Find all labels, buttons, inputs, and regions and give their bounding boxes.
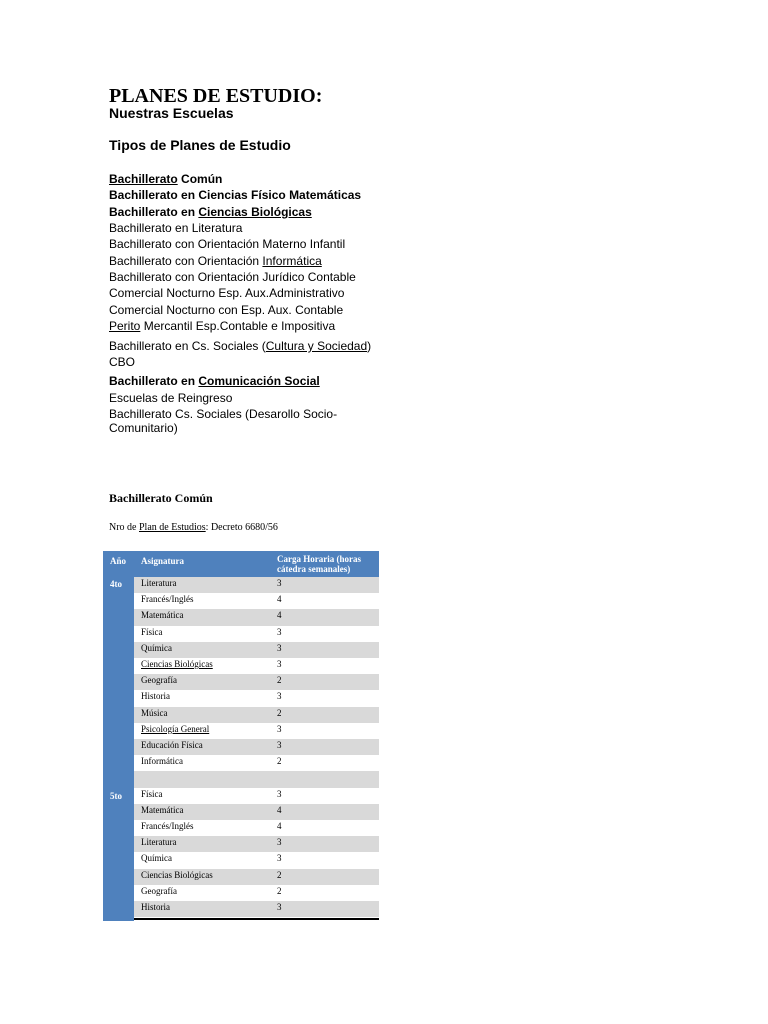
year-column xyxy=(103,577,134,921)
plan-comunicacion-social: Bachillerato en Comunicación Social xyxy=(109,374,320,388)
row-subject: Matemática xyxy=(141,804,184,815)
row-hours: 4 xyxy=(277,821,282,831)
table-row xyxy=(134,771,379,787)
link-plan-de-estudios[interactable]: Plan de Estudios xyxy=(139,522,206,533)
table-row xyxy=(134,593,379,609)
row-subject: Matemática xyxy=(141,610,184,621)
plan-comercial-contable: Comercial Nocturno con Esp. Aux. Contable xyxy=(109,303,344,317)
row-hours: 3 xyxy=(277,902,282,912)
table-row xyxy=(134,577,379,593)
plan-juridico-contable: Bachillerato con Orientación Jurídico Contable xyxy=(109,270,356,284)
plan-fisico-matematicas: Bachillerato en Ciencias Físico Matemáticas xyxy=(109,188,362,202)
row-hours: 4 xyxy=(277,594,282,605)
table-row xyxy=(134,820,379,836)
table-row xyxy=(134,658,379,674)
row-hours: 2 xyxy=(277,707,282,718)
row-subject: Historia xyxy=(141,691,170,702)
plan-informatica: Bachillerato con Orientación Informática xyxy=(109,254,322,268)
row-subject: Historia xyxy=(141,902,170,912)
link-perito[interactable]: Perito xyxy=(109,319,141,333)
row-subject: Química xyxy=(141,853,172,864)
table-row xyxy=(134,642,379,658)
row-subject: Ciencias Biológicas xyxy=(141,869,213,880)
plan-reingreso: Escuelas de Reingreso xyxy=(109,391,233,405)
table-row xyxy=(134,836,379,852)
row-hours: 3 xyxy=(277,659,282,669)
row-subject[interactable]: Ciencias Biológicas xyxy=(141,659,213,669)
table-row xyxy=(134,788,379,804)
table-row xyxy=(134,723,379,739)
row-hours: 3 xyxy=(277,853,282,864)
plan-comercial-administrativo: Comercial Nocturno Esp. Aux.Administrativo xyxy=(109,286,345,300)
row-subject: Informática xyxy=(141,756,183,767)
page-title: PLANES DE ESTUDIO: xyxy=(109,85,323,107)
row-subject: Francés/Inglés xyxy=(141,821,194,831)
row-subject: Educación Física xyxy=(141,740,203,750)
row-hours: 3 xyxy=(277,788,282,799)
row-subject: Física xyxy=(141,626,163,637)
table-row xyxy=(134,852,379,868)
table-section-heading: Bachillerato Común xyxy=(109,491,213,505)
table-row xyxy=(134,674,379,690)
row-hours: 4 xyxy=(277,610,282,621)
row-hours: 2 xyxy=(277,885,282,896)
header-hours: Carga Horaria (horas cátedra semanales) xyxy=(277,554,361,574)
row-hours: 3 xyxy=(277,642,282,653)
table-row xyxy=(134,690,379,706)
row-subject: Literatura xyxy=(141,578,177,588)
row-hours: 3 xyxy=(277,578,282,588)
table-bottom-border xyxy=(134,918,379,920)
link-cultura-sociedad[interactable]: Cultura y Sociedad xyxy=(265,339,368,353)
row-subject[interactable]: Psicología General xyxy=(141,723,210,734)
plan-cs-sociales-cultura: Bachillerato en Cs. Sociales (Cultura y Sociedad) xyxy=(109,339,372,353)
table-row xyxy=(134,626,379,642)
row-hours: 2 xyxy=(277,675,282,686)
table-row xyxy=(134,869,379,885)
row-subject: Música xyxy=(141,707,168,718)
row-hours: 3 xyxy=(277,837,282,848)
row-hours: 3 xyxy=(277,691,282,702)
plan-materno-infantil: Bachillerato con Orientación Materno Infantil xyxy=(109,237,346,251)
table-row xyxy=(134,804,379,820)
page-subtitle: Nuestras Escuelas xyxy=(109,105,234,121)
row-hours: 3 xyxy=(277,740,282,750)
row-hours: 2 xyxy=(277,869,282,880)
row-hours: 2 xyxy=(277,756,282,767)
plan-cbo: CBO xyxy=(109,355,136,369)
table-row xyxy=(134,707,379,723)
year-label-5to: 5to xyxy=(110,791,122,801)
section-heading: Tipos de Planes de Estudio xyxy=(109,137,291,153)
plan-desarrollo-socio-comunitario: Bachillerato Cs. Sociales (Desarollo Socio-Comunitario) xyxy=(109,407,338,435)
plan-ciencias-biologicas: Bachillerato en Ciencias Biológicas xyxy=(109,205,312,219)
table-header xyxy=(103,551,379,577)
row-subject: Física xyxy=(141,788,163,799)
link-informatica[interactable]: Informática xyxy=(262,254,322,268)
table-row xyxy=(134,885,379,901)
row-subject: Literatura xyxy=(141,837,177,848)
row-subject: Geografía xyxy=(141,885,177,896)
header-year: Año xyxy=(110,556,127,566)
table-row xyxy=(134,739,379,755)
row-subject: Francés/Inglés xyxy=(141,594,194,605)
year-label-4to: 4to xyxy=(110,579,122,589)
row-subject: Geografía xyxy=(141,675,177,686)
table-row xyxy=(134,609,379,625)
decree-line: Nro de Plan de Estudios: Decreto 6680/56 xyxy=(109,522,278,533)
table-row xyxy=(134,755,379,771)
row-hours: 4 xyxy=(277,804,282,815)
link-ciencias-biologicas[interactable]: Ciencias Biológicas xyxy=(198,205,312,219)
link-bachillerato[interactable]: Bachillerato xyxy=(109,172,178,186)
link-comunicacion-social[interactable]: Comunicación Social xyxy=(198,374,320,388)
header-subject: Asignatura xyxy=(141,556,185,566)
row-hours: 3 xyxy=(277,626,282,637)
row-hours: 3 xyxy=(277,723,282,734)
plan-literatura: Bachillerato en Literatura xyxy=(109,221,243,235)
row-subject: Química xyxy=(141,642,172,653)
plan-perito-mercantil: Perito Mercantil Esp.Contable e Impositiva xyxy=(109,319,336,333)
plan-bachillerato-comun: Bachillerato Común xyxy=(109,172,223,186)
table-row xyxy=(134,901,379,917)
